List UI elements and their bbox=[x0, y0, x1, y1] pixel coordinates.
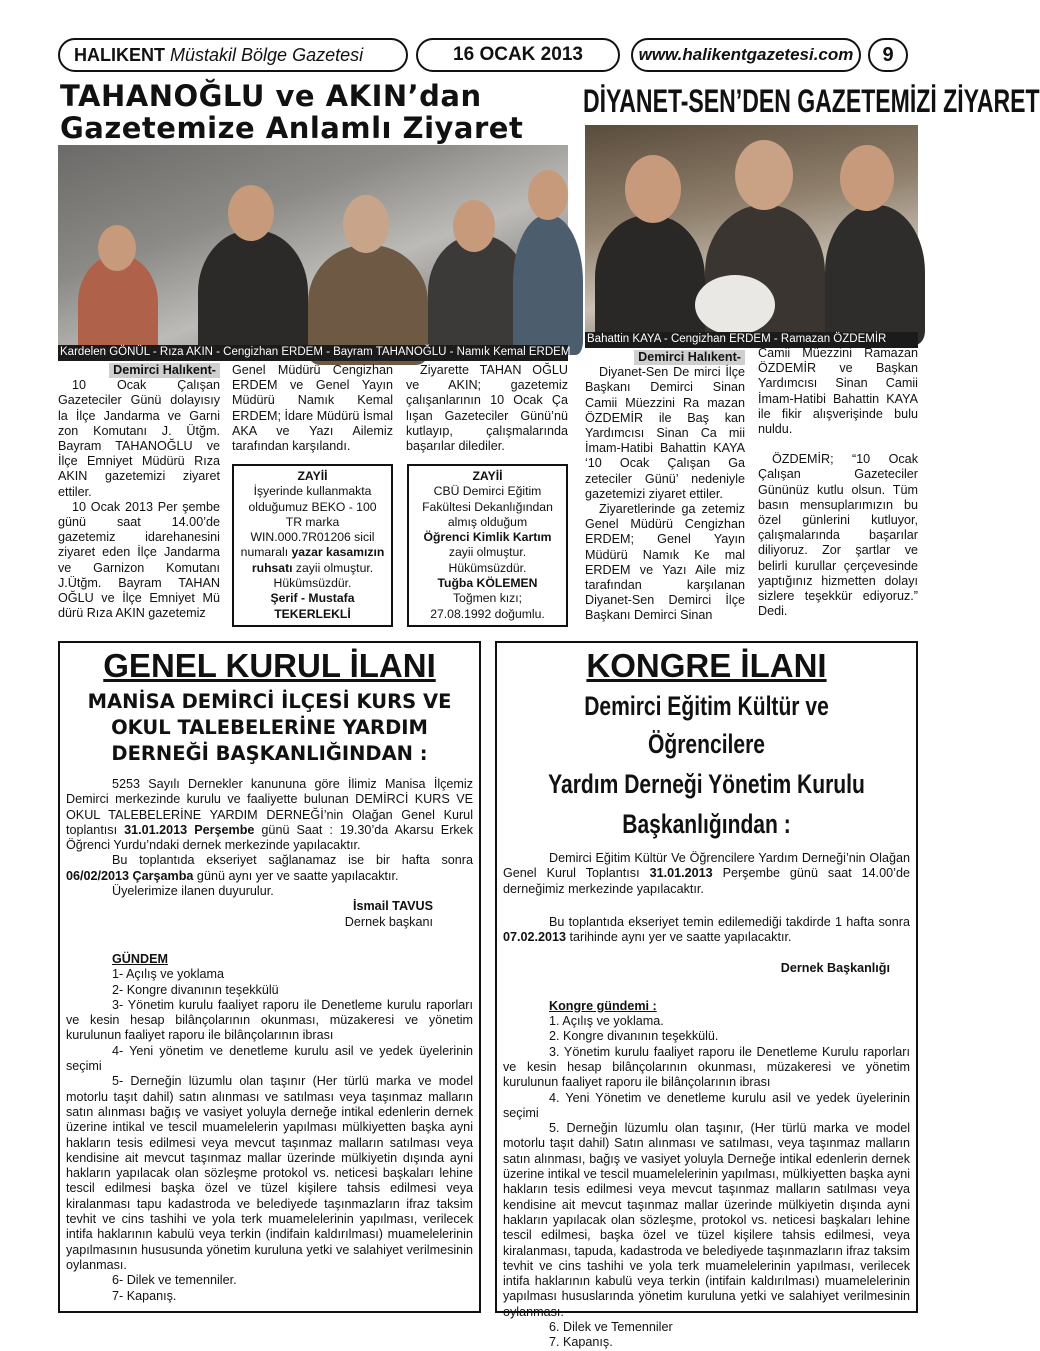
congress-agenda-list bbox=[503, 1014, 910, 1351]
right-article-col2-p2: ÖZDEMİR; “10 Ocak Çalışan Gazeteciler Gününüz kutlu olsun. Tüm basın mensuplarımızın bu özel günlerini kutluyor, çalışmalarında başarılar diliyoruz. Zor şartlar ve belirli kurullar çerçevesinde yaptığınız hizmetten dolayı sizlere teşekkür ediyoruz.” Dedi. bbox=[758, 452, 918, 619]
org-line: Demirci Eğitim Kültür ve Öğrencilere bbox=[584, 691, 829, 759]
lost-notice-line: ruhsatı zayii olmuştur. bbox=[251, 560, 374, 575]
agenda-item: 5. Derneğin lüzumlu olan taşınır, (Her türlü marka ve model motorlu taşıt dahil) Satın alınması ve satılması, veya taşınmaz malların satın alınması, bağış ve vasiyet yoluyla Derneğe intikal edenlerin dernek üzerine intikal ve tescil muamelelerinin yapılması, mülkiyetten başka ayni hakların tesis edilmesi veya mevcut taşınmaz malların satılması veya kendisine ait mevcut taşınmaz mallar üzerinde mülkiyetin dışında ayni hakların yapılacak olan sözleşme, protokol vs. neticesi başkaları lehine tescil edilmesi, başka özel ve tüzel kişilere tahsis edilmesi, veya kiralanması, tapuda, kadastroda ve belediyede taşınmazların ifraz taksim tevhit ve cins tashihi ve yola terk muamelelerinin yapılması, verilecek intifa haklarının kabulü veya terkin (intifain kaldırılması) muamelelerinin yapılması hususlarında yönetim kuruluna yetki ve salahiyet verilmesinin oylanması. bbox=[503, 1121, 910, 1319]
lost-notice-student-id bbox=[407, 464, 568, 627]
agenda-item: 7. Kapanış. bbox=[549, 1335, 613, 1350]
right-article-col1 bbox=[585, 350, 745, 624]
left-article-col3 bbox=[406, 363, 568, 454]
lost-notice-line: Öğrenci Kimlik Kartım bbox=[423, 530, 552, 545]
org-line: MANİSA DEMİRCİ İLÇESİ KURS VE bbox=[87, 690, 452, 713]
brand-subtitle: Müstakil Bölge Gazetesi bbox=[170, 44, 364, 65]
left-article-col1 bbox=[58, 363, 220, 621]
lost-notice-signer: Tuğba KÖLEMEN bbox=[437, 576, 538, 591]
right-article-col2 bbox=[758, 346, 918, 619]
lost-notice-line: Toğmen kızı; bbox=[452, 591, 523, 606]
agenda-item: 1- Açılış ve yoklama bbox=[112, 967, 224, 982]
agenda-item: 1. Açılış ve yoklama. bbox=[549, 1014, 664, 1029]
right-article-photo bbox=[585, 125, 918, 332]
lost-notice-line: numaralı yazar kasamızın bbox=[240, 545, 385, 560]
lost-notice-line: WIN.000.7R01206 sicil bbox=[250, 530, 375, 545]
agenda-item: 2- Kongre divanının teşekkülü bbox=[112, 982, 279, 997]
general-assembly-notice bbox=[58, 641, 481, 1313]
right-article-col1-p1: Diyanet-Sen De mirci İlçe Başkanı Demirci Sinan Camii Müezzini Ra mazan ÖZDEMİR ile Baş kan Yardımcısı Sinan Ca mii İmam-Hatibi Bahattin KAYA ‘10 Ocak Çalışan Ga zeteciler Günü’ nedeniyle gazetemizi ziyaret ettiler. bbox=[585, 365, 745, 501]
page-number: 9 bbox=[868, 38, 908, 72]
brand-name: HALIKENT bbox=[74, 44, 165, 65]
agenda-item: 5- Derneğin lüzumlu olan taşınır (Her türlü marka ve model motorlu taşıt dahil) satın alınması ve satılması veya taşınmaz malların satın alınması bağış ve vasiyet yoluyla derneğe intikal edenlerin dernek üzerine intikal ve tescil muamelelerin yapılması mülkiyetten başka ayni hakların tesis edilmesi veya mevcut taşınmaz malların satılması veya kendisine ait mevcut taşınmaz mallar üzerinde mülkiyetin dışında ayni hakların yapılacak olan sözleşme protokol vs. neticesi başkaları lehine tescil edilmesi başka özel ve tüzel kişilere tahsis edilmesi veya kiralanması tapu kadastroda ve belediyede taşınmazların ifraz taksim tevhit ve cins tashihi ve yola terk muamelelerinin yapılması, verilecek intifa haklarının kabulü veya terkin (indifain kaldırılması) muamelelerinin yapılmasının hususunda yönetim kuruluna yetki ve salahiyet verilmesinin oylanması. bbox=[66, 1074, 473, 1272]
lost-notice-title: ZAYİİ bbox=[297, 469, 328, 483]
left-article-col3-p1: Ziyarette TAHAN OĞLU ve AKIN; gazetemiz çalışanlarının 10 Ocak Ça lışan Gazeteciler Günü’nü kutlayıp, çalışmalarında başarılar dilediler. bbox=[406, 363, 568, 454]
lost-notice-title: ZAYİİ bbox=[472, 469, 503, 483]
lost-notice-line: 27.08.1992 doğumlu. bbox=[430, 606, 545, 621]
agenda-title: GÜNDEM bbox=[112, 951, 168, 966]
agenda-item: 4- Yeni yönetim ve denetleme kurulu asil ve yedek üyelerinin seçimi bbox=[66, 1043, 473, 1074]
left-article-photo bbox=[58, 145, 568, 345]
masthead bbox=[58, 38, 408, 72]
congress-p1: Demirci Eğitim Kültür Ve Öğrencilere Yardım Derneği’nin Olağan Genel Kurul Toplantısı 31.01.2013 Perşembe günü saat 14.00’de derneğimiz merkezinde yapılacaktır. bbox=[503, 851, 910, 896]
issue-date: 16 OCAK 2013 bbox=[416, 38, 620, 72]
left-article-col2-p1: Genel Müdürü Cengizhan ERDEM ve Genel Yayın Müdürü Namık Kemal ERDEM; İdare Müdürü İsmal AKA ve Yazı Ailemiz tarafından karşılandı. bbox=[232, 363, 393, 454]
org-line: Yardım Derneği Yönetim Kurulu bbox=[548, 769, 865, 799]
agenda-item: 3. Yönetim kurulu faaliyet raporu ile Denetleme Kurulu raporları ve kesin hesap bilânçolarının okunması, müzakeresi ve yönetim kurulunun faaliyet raporu ile bilânçolarının ibrası bbox=[503, 1044, 910, 1090]
congress-signer: Dernek Başkanlığı bbox=[780, 961, 890, 976]
left-headline-line2: Gazetemize Anlamlı Ziyaret bbox=[60, 111, 524, 145]
general-assembly-body bbox=[66, 777, 473, 1304]
lost-notice-line: İşyerinde kullanmakta bbox=[253, 484, 372, 499]
org-line: OKUL TALEBELERİNE YARDIM bbox=[111, 716, 428, 739]
left-photo-caption: Kardelen GÖNÜL - Rıza AKIN - Cengizhan ERDEM - Bayram TAHANOĞLU - Namık Kemal ERDEM bbox=[58, 345, 568, 361]
right-article-col1-p2: Ziyaretlerinde ga zetemiz Genel Müdürü Cengizhan ERDEM; Genel Yayın Müdürü Namık Ke mal ERDEM ve Yazı Aile miz tarafından karşılanan Diyanet-Sen Demirci İlçe Başkanı Demirci Sinan bbox=[585, 502, 745, 623]
website-link[interactable]: www.halikentgazetesi.com bbox=[631, 38, 861, 72]
left-article-col1-p2: 10 Ocak 2013 Per şembe günü saat 14.00’de gazetemiz idarehanesini ziyaret eden İlçe Jandarma ve Garnizon Komutanı J.Ütğm. Bayram TAHAN OĞLU ve İlçe Emniyet Mü dürü Rıza AKIN gazetemiz bbox=[58, 499, 220, 621]
right-article-col2-p1: Camii Müezzini Ramazan ÖZDEMİR ve Başkan Yardımcısı Sinan Camii İmam-Hatibi Bahattin KAYA ile fikir alışverişinde bulu nuldu. bbox=[758, 346, 918, 437]
signer-title: Dernek başkanı bbox=[344, 914, 433, 929]
org-line: Başkanlığından : bbox=[622, 809, 791, 839]
lost-notice-line: almış olduğum bbox=[447, 514, 528, 529]
congress-p2: Bu toplantıda ekseriyet temin edilemediği takdirde 1 hafta sonra 07.02.2013 tarihinde aynı yer ve saatte yapılacaktır. bbox=[503, 914, 910, 945]
org-line: DERNEĞİ BAŞKANLIĞINDAN : bbox=[111, 742, 428, 765]
congress-heading: KONGRE İLANI bbox=[586, 647, 827, 684]
agenda-item: 3- Yönetim kurulu faaliyet raporu ile Denetleme kurulu raporları ve kesin hesap bilânçolarının okunması, müzakeresi ve yönetim kurulunun faaliyet raporu ile bilânçolarının ibrası bbox=[66, 997, 473, 1043]
lost-notice-line: Hükümsüzdür. bbox=[273, 576, 352, 591]
lost-notice-line: TR marka bbox=[285, 514, 340, 529]
agenda-item: 2. Kongre divanının teşekkülü. bbox=[549, 1029, 719, 1044]
general-assembly-p1: 5253 Sayılı Dernekler kanununa göre İlimiz Manisa İlçemiz Demirci merkezinde kurulu ve faaliyette bulunan DEMİRCİ KURS VE OKUL TALEBELERİNE YARDIM DERNEĞİ’nin Olağan Genel Kurul toplantısı 31.01.2013 Perşembe günü Saat : 19.30’da Akarsu Erkek Öğrenci Yurdu’ndaki dernek merkezinde yapılacaktır. bbox=[66, 777, 473, 853]
lost-notice-cash-register bbox=[232, 464, 393, 627]
lost-notice-signer: Şerif - Mustafa bbox=[270, 591, 355, 606]
general-assembly-heading: GENEL KURUL İLANI bbox=[103, 647, 436, 684]
right-article-byline: Demirci Halıkent- bbox=[634, 350, 745, 365]
lost-notice-line: Fakültesi Dekanlığından bbox=[422, 499, 553, 514]
agenda-item: 6- Dilek ve temenniler. bbox=[112, 1273, 237, 1288]
lost-notice-line: CBÜ Demirci Eğitim bbox=[433, 484, 542, 499]
agenda-item: 6. Dilek ve Temenniler bbox=[549, 1320, 673, 1335]
agenda-item: 4. Yeni Yönetim ve denetleme kurulu asil ve yedek üyelerinin seçimi bbox=[503, 1090, 910, 1120]
congress-org bbox=[503, 687, 910, 843]
left-article-byline: Demirci Halıkent- bbox=[109, 363, 220, 378]
right-photo-caption: Bahattin KAYA - Cengizhan ERDEM - Ramazan ÖZDEMİR bbox=[585, 332, 918, 348]
lost-notice-line: zayii olmuştur. bbox=[448, 545, 527, 560]
lost-notice-line: olduğumuz BEKO - 100 bbox=[248, 499, 377, 514]
left-headline-line1: TAHANOĞLU ve AKIN’dan bbox=[60, 79, 482, 113]
general-assembly-p2: Bu toplantıda ekseriyet sağlanamaz ise bir hafta sonra 06/02/2013 Çarşamba günü aynı yer ve saatte yapılacaktır. bbox=[66, 853, 473, 883]
right-headline: DİYANET-SEN’DEN GAZETEMİZİ ZİYARET bbox=[583, 83, 1040, 119]
congress-notice bbox=[495, 641, 918, 1350]
left-headline bbox=[60, 80, 570, 144]
lost-notice-line: Hükümsüzdür. bbox=[448, 560, 527, 575]
left-article-col2 bbox=[232, 363, 393, 454]
congress-body bbox=[503, 851, 910, 1351]
general-assembly-p3: Üyelerimize ilanen duyurulur. bbox=[112, 884, 274, 899]
left-article-col1-p1: 10 Ocak Çalışan Gazeteciler Günü dolayısıy la İlçe Jandarma ve Garni zon Komutanı J. Ütğm. Bayram TAHANOĞLU ve İlçe Emniyet Müdürü Rıza AKIN gazetemizi ziyaret ettiler. bbox=[58, 378, 220, 499]
congress-agenda-title: Kongre gündemi : bbox=[549, 998, 657, 1013]
agenda-list bbox=[66, 967, 473, 1304]
lost-notice-signer: TEKERLEKLİ bbox=[274, 606, 351, 621]
agenda-item: 7- Kapanış. bbox=[112, 1288, 177, 1303]
signer-name: İsmail TAVUS bbox=[352, 899, 433, 914]
general-assembly-org bbox=[66, 689, 473, 767]
